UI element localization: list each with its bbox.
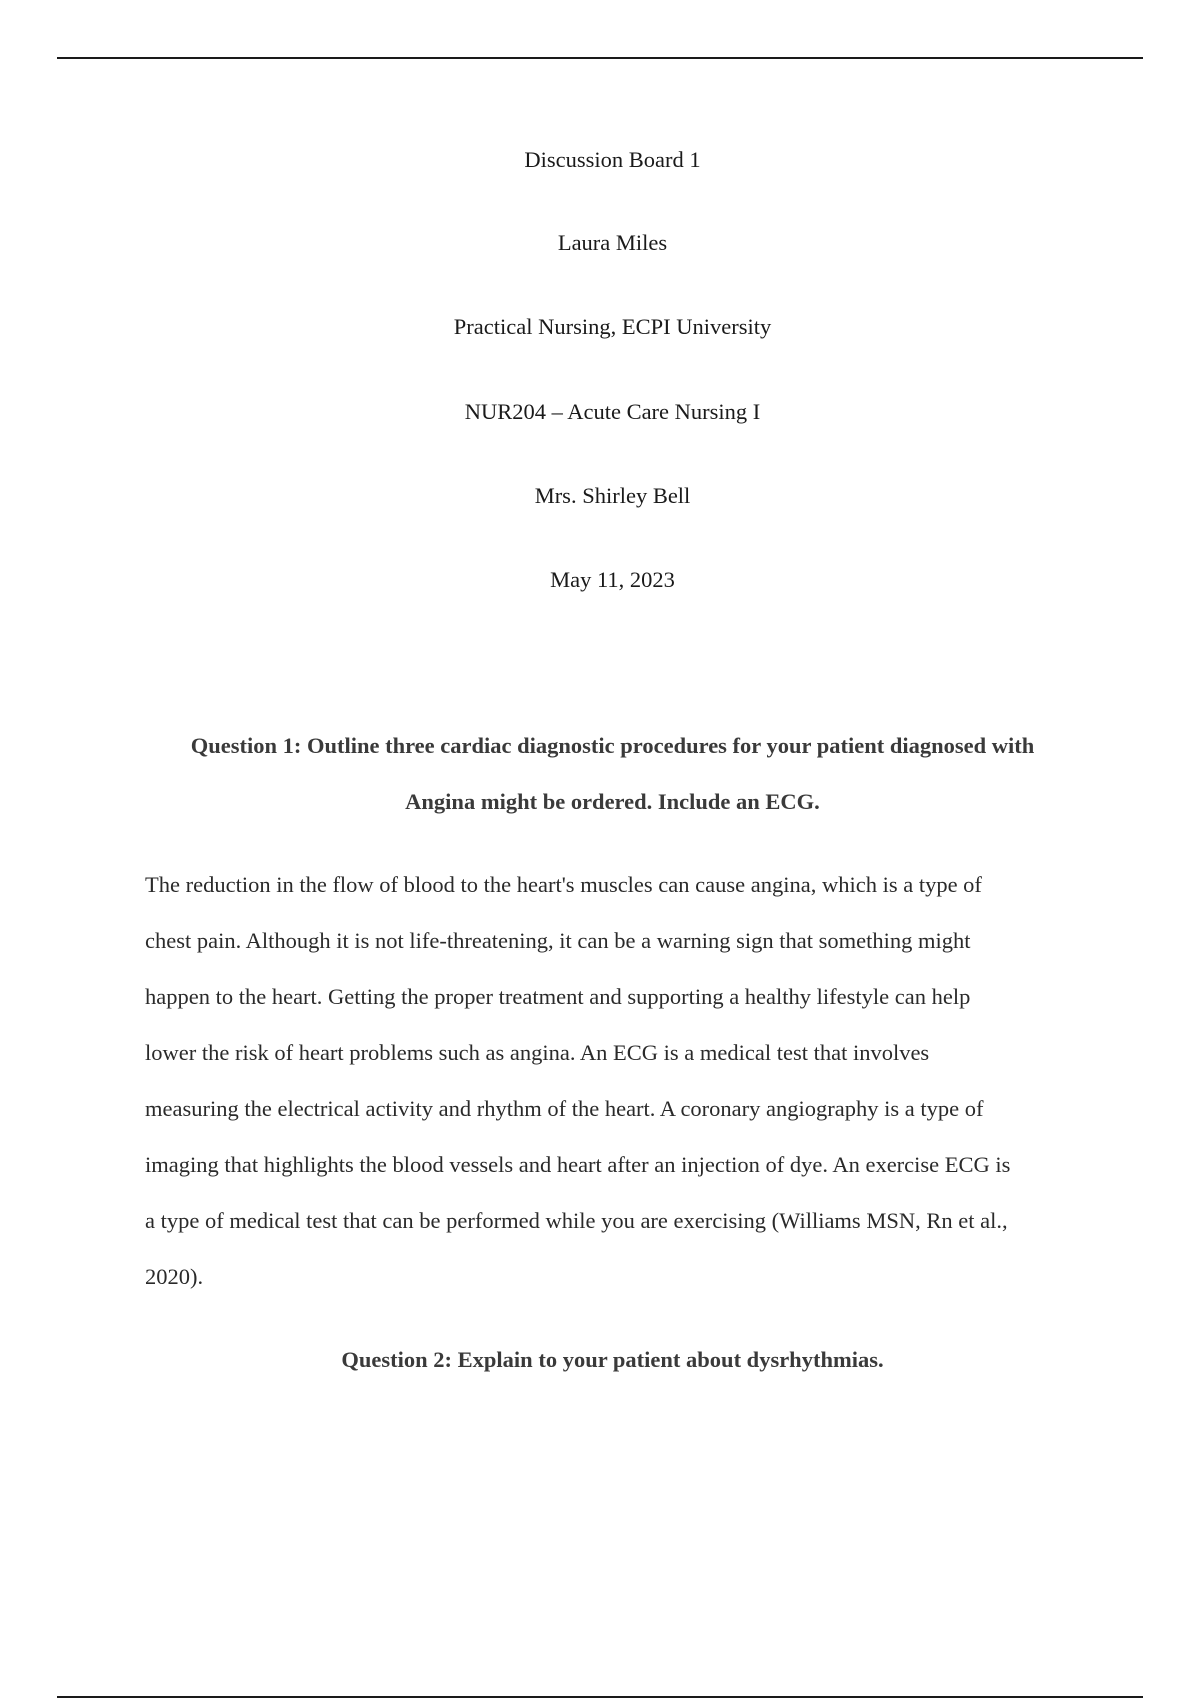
instructor-name: Mrs. Shirley Bell [534,483,691,508]
paragraph-line: 2020). [145,1264,204,1289]
paragraph-line: lower the risk of heart problems such as angina. An ECG is a medical test that involves [145,1040,930,1065]
footer-rule [57,1696,1143,1698]
paragraph-line: a type of medical test that can be performed while you are exercising (Williams MSN, Rn et al., [145,1208,1008,1233]
question-1-heading [145,718,1080,830]
paragraph-line: chest pain. Although it is not life-threatening, it can be a warning sign that something might [145,928,971,953]
paragraph-line: measuring the electrical activity and rhythm of the heart. A coronary angiography is a type of [145,1096,984,1121]
question-2-heading [145,1332,1080,1388]
paragraph-line: happen to the heart. Getting the proper treatment and supporting a healthy lifestyle can help [145,984,971,1009]
author-name: Laura Miles [557,230,668,255]
header-rule [57,57,1143,59]
question-1-line: Question 1: Outline three cardiac diagnostic procedures for your patient diagnosed with [190,733,1035,758]
question-2-line: Question 2: Explain to your patient about dysrhythmias. [341,1347,884,1372]
paragraph-line: The reduction in the flow of blood to the heart's muscles can cause angina, which is a type of [145,872,982,897]
paper-title: Discussion Board 1 [524,147,701,172]
paragraph-line: imaging that highlights the blood vessels and heart after an injection of dye. An exercise ECG is [145,1152,1011,1177]
submission-date: May 11, 2023 [550,567,675,592]
program-affiliation: Practical Nursing, ECPI University [453,314,772,339]
course-name: NUR204 – Acute Care Nursing I [464,399,761,424]
question-1-line: Angina might be ordered. Include an ECG. [405,789,820,814]
answer-1-paragraph [145,857,1080,1305]
